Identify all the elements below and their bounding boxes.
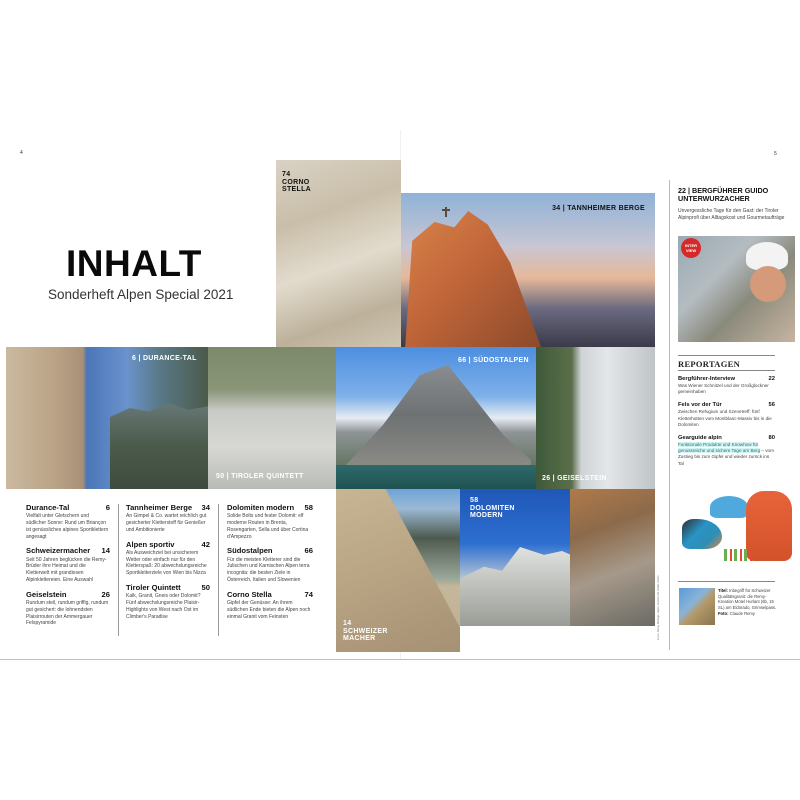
photo-label-line: MODERN bbox=[470, 512, 503, 520]
toc-entry-desc: Für die meisten Kletterer sind die Julischen und Karnischen Alpen terra incognita: die besten Ziele in Österreich, Italien und Slowenien bbox=[227, 556, 310, 583]
cover-note-label: Titel: bbox=[718, 588, 728, 593]
climbing-shoe-icon bbox=[682, 519, 722, 549]
section-rule bbox=[678, 581, 775, 582]
helmet-icon bbox=[710, 496, 748, 518]
photo-suedostalpen[interactable] bbox=[336, 347, 536, 489]
reportagen-item-page: 22 bbox=[768, 376, 775, 382]
toc-entry-title: Tannheimer Berge bbox=[126, 503, 193, 512]
toc-entry-page: 26 bbox=[101, 589, 110, 599]
rock-wall-shape bbox=[570, 489, 655, 626]
toc-entry[interactable] bbox=[126, 584, 210, 620]
toc-entry-title: Alpen sportiv bbox=[126, 539, 175, 549]
reportagen-item-title: Fels vor der Tür bbox=[678, 402, 722, 409]
cover-note-text: Inbegriff für Schweizer Qualitätsgranit: die Remy-Kreation Motel Hurlant (6b, 15 SL) am Eldorado, Grimselpass. bbox=[718, 588, 777, 611]
page-number-right: 5 bbox=[774, 151, 777, 157]
photo-dolomiten-modern[interactable] bbox=[460, 489, 655, 626]
interview-headline[interactable]: 22 | BERGFÜHRER GUIDO UNTERWURZACHER bbox=[678, 186, 769, 203]
reportagen-item[interactable] bbox=[678, 435, 775, 467]
toc-entry-desc: Vielfalt unter Gletschern und südlicher Sonne: Rund um Briançon ist genüssliches alpines Sportklettern angesagt bbox=[26, 513, 109, 540]
toc-entry-page: 42 bbox=[201, 539, 210, 549]
toc-entry-desc: Kalk, Granit, Gneis oder Dolomit? Fünf abwechslungsreiche Plaisir-Highlights von West nach Ost im Climber's Paradise bbox=[126, 593, 201, 620]
photo-credits-text: Fotos: Remy, Beiträge, Alpen, Autoren der Artikel, Archiv bbox=[657, 575, 660, 640]
toc-entry[interactable] bbox=[126, 504, 210, 534]
toc-entry[interactable] bbox=[26, 504, 110, 540]
photo-credit-text: Claude Remy bbox=[729, 610, 756, 616]
reportagen-list bbox=[678, 376, 775, 474]
page-number-left: 4 bbox=[20, 150, 23, 156]
photo-corno-stella[interactable] bbox=[276, 160, 401, 347]
desc-text: Was Wiener Schnitzel und der Großglockner gemeinhaben bbox=[678, 383, 769, 395]
toc-entry[interactable] bbox=[227, 547, 313, 583]
photo-label-tannheimer: 34 | TANNHEIMER BERGE bbox=[552, 205, 645, 212]
toc-entry-page: 66 bbox=[304, 546, 313, 556]
toc-entry[interactable] bbox=[26, 591, 110, 627]
toc-entry[interactable] bbox=[227, 504, 313, 540]
lake-shape bbox=[336, 465, 536, 489]
photo-label-schweizer bbox=[343, 620, 388, 643]
photo-page-number: 58 bbox=[470, 497, 479, 504]
toc-entry[interactable] bbox=[227, 591, 313, 621]
mountain-shape bbox=[110, 399, 208, 489]
toc-entry-title: Schweizermacher bbox=[26, 546, 91, 556]
photo-tannheimer-berge[interactable] bbox=[401, 193, 655, 347]
toc-entry-title: Dolomiten modern bbox=[227, 503, 295, 512]
toc-entry-desc: Seit 50 Jahren beglücken die Remy-Brüder ihre Heimat und die Kletterwelt mit grandiosen Alpinklettereien. Eine Auswahl bbox=[26, 556, 107, 583]
column-divider bbox=[218, 504, 219, 636]
toc-entry-page: 58 bbox=[304, 503, 313, 512]
rock-peak-shape bbox=[401, 211, 541, 347]
desc-text: – vom Zustieg bis zum Gipfel und wieder zurück ins Tal bbox=[678, 448, 774, 466]
photo-label-geisel: 26 | GEISELSTEIN bbox=[542, 475, 607, 482]
photo-label-suedost: 66 | SÜDOSTALPEN bbox=[458, 357, 529, 364]
photo-schweizermacher[interactable] bbox=[336, 489, 460, 652]
toc-entry-desc: Rundum steil, rundum griffig, rundum gut gesichert: die lohnendsten Plaisirrouten der Ammergauer Felspyramide bbox=[26, 600, 109, 627]
desc-text: Zwischen Refugium und Szenetreff: fünf Kletterhütten vom Montblanc-Massiv bis in die Dolomiten bbox=[678, 409, 772, 427]
toc-entry-title: Corno Stella bbox=[227, 589, 272, 599]
photo-interview-guido[interactable] bbox=[678, 236, 795, 342]
toc-entry-desc: Als Ausweichziel bei unsicherem Wetter oder einfach nur für den Kletterspaß: 20 abwechslungsreiche Sportkletterziele von Wien bis Nizza bbox=[126, 549, 207, 577]
photo-label-line: DOLOMITEN bbox=[470, 504, 515, 512]
interview-badge: INTER VIEW bbox=[681, 238, 701, 258]
toc-entry[interactable] bbox=[26, 547, 110, 583]
summit-cross-icon bbox=[445, 207, 447, 217]
photo-credit-label: Foto: bbox=[718, 610, 729, 616]
toc-entry-page: 50 bbox=[201, 582, 210, 592]
toc-entry-page: 14 bbox=[101, 546, 110, 556]
toc-column-3 bbox=[227, 504, 313, 627]
column-divider bbox=[669, 180, 670, 650]
cover-note bbox=[718, 588, 778, 616]
reportagen-item[interactable] bbox=[678, 376, 775, 395]
reportagen-item[interactable] bbox=[678, 402, 775, 428]
toc-entry-title: Geiselstein bbox=[26, 589, 67, 599]
photo-label-line: SCHWEIZER bbox=[343, 627, 388, 635]
quickdraws-icon bbox=[724, 549, 754, 561]
photo-label-durance: 6 | DURANCE-TAL bbox=[132, 355, 197, 362]
section-rule bbox=[678, 370, 775, 371]
photo-durance-tal[interactable] bbox=[6, 347, 208, 489]
desc-highlight: Funktionale Produkte und Knowhow für genussreiche und sichere Tage am Berg bbox=[678, 441, 761, 454]
toc-entry-desc: Solide Bolts und fester Dolomit: elf moderne Routen in Brenta, Rosengarten, Sella und über Cortina d'Ampezzo bbox=[227, 513, 309, 540]
toc-column-1 bbox=[26, 504, 110, 634]
photo-label-dolomiten bbox=[470, 497, 515, 520]
toc-column-2 bbox=[126, 504, 210, 627]
reportagen-title: REPORTAGEN bbox=[678, 359, 741, 369]
toc-entry-page: 34 bbox=[201, 503, 210, 512]
toc-entry-page: 74 bbox=[304, 589, 313, 599]
reportagen-item-title: Bergführer-Interview bbox=[678, 376, 736, 382]
reportagen-item-desc bbox=[678, 383, 775, 395]
cover-thumbnail[interactable] bbox=[679, 588, 715, 625]
toc-entry-desc: An Gimpel & Co. wartet reichlich gut gesicherter Kletterstoff für Genießer und Ambitionierte bbox=[126, 513, 207, 533]
page-subtitle: Sonderheft Alpen Special 2021 bbox=[48, 287, 234, 302]
photo-geiselstein[interactable] bbox=[536, 347, 655, 489]
photo-label-line: CORNO bbox=[282, 178, 310, 186]
reportagen-item-desc bbox=[678, 442, 775, 467]
photo-label-corno bbox=[282, 171, 311, 194]
reportagen-item-page: 80 bbox=[768, 434, 775, 441]
interview-desc: Unvergessliche Tage für den Gast: der Tiroler Alpinprofi über Alltagskost und Gourmetaufträge bbox=[678, 208, 785, 221]
section-rule bbox=[678, 355, 775, 356]
page-title: INHALT bbox=[66, 243, 202, 284]
toc-entry-title: Tiroler Quintett bbox=[126, 582, 181, 592]
toc-entry-title: Südostalpen bbox=[227, 546, 273, 556]
photo-credits bbox=[656, 400, 664, 640]
photo-label-tiroler: 50 | TIROLER QUINTETT bbox=[216, 473, 304, 480]
toc-entry-page: 6 bbox=[105, 503, 110, 512]
face-shape bbox=[750, 266, 786, 302]
reportagen-item-desc bbox=[678, 409, 775, 428]
spread-bottom-edge bbox=[0, 659, 800, 660]
toc-entry-title: Durance-Tal bbox=[26, 503, 70, 512]
photo-label-line: STELLA bbox=[282, 186, 312, 194]
reportagen-item-page: 56 bbox=[768, 402, 775, 409]
photo-tiroler-quintett[interactable] bbox=[208, 347, 336, 489]
photo-page-number: 74 bbox=[282, 171, 291, 178]
mountain-shape bbox=[460, 547, 580, 626]
column-divider bbox=[118, 504, 119, 636]
mountain-shape bbox=[346, 365, 531, 465]
photo-gear[interactable] bbox=[676, 483, 798, 573]
toc-entry-desc: Gipfel der Genüsse: An ihrem südlichen Ende bieten die Alpen noch einmal Granit vom Feinsten bbox=[227, 600, 311, 620]
photo-label-line: MACHER bbox=[343, 635, 376, 643]
reportagen-item-title: Gearguide alpin bbox=[678, 434, 722, 441]
toc-entry[interactable] bbox=[126, 541, 210, 577]
photo-page-number: 14 bbox=[343, 620, 352, 627]
